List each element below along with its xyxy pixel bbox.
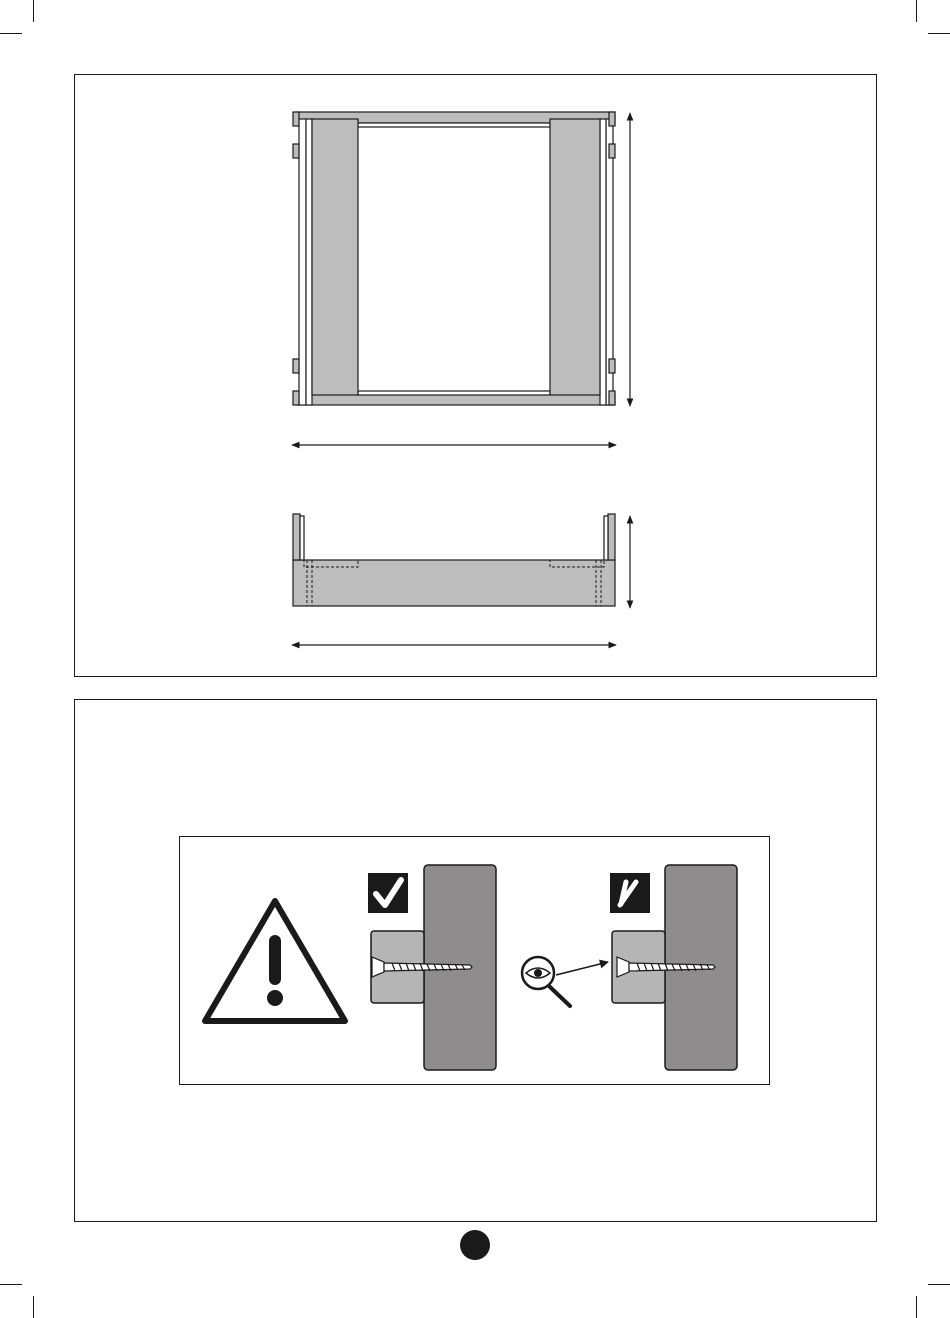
frame-diagram-panel: [74, 74, 877, 677]
crop-mark-top-right-v: [916, 0, 917, 22]
crop-mark-bottom-right-v: [916, 1296, 917, 1318]
frame-left-edge: [299, 119, 306, 405]
frame-inner-rail-top: [358, 123, 550, 127]
checkmark-icon: [368, 873, 408, 913]
side-right-post: [608, 514, 615, 560]
screw-warning-illustration: [180, 837, 771, 1086]
frame-bottom-rail: [297, 394, 615, 405]
magnifier-eye-icon: [522, 957, 608, 1006]
frame-right-edge-2: [600, 119, 606, 405]
crop-mark-bottom-left-h: [0, 1284, 22, 1285]
frame-right-panel: [550, 119, 600, 395]
correct-installation: [368, 865, 496, 1070]
screw-warning-box: [179, 836, 770, 1085]
frame-left-edge-2: [306, 119, 312, 405]
frame-top-view: [293, 112, 615, 405]
frame-diagram: [75, 75, 878, 678]
cross-icon: [610, 873, 650, 913]
frame-inner-rail-bottom: [358, 391, 550, 395]
warning-triangle-icon: [205, 901, 345, 1021]
side-left-post: [293, 514, 300, 560]
frame-left-panel: [312, 119, 358, 395]
crop-mark-top-right-h: [928, 33, 950, 34]
crop-mark-top-left-h: [0, 33, 22, 34]
crop-mark-bottom-left-v: [33, 1296, 34, 1318]
page-number-marker: [460, 1230, 490, 1260]
crop-mark-bottom-right-h: [928, 1284, 950, 1285]
crop-mark-top-left-v: [33, 0, 34, 22]
frame-side-view: [293, 514, 615, 606]
incorrect-installation: [610, 865, 737, 1070]
